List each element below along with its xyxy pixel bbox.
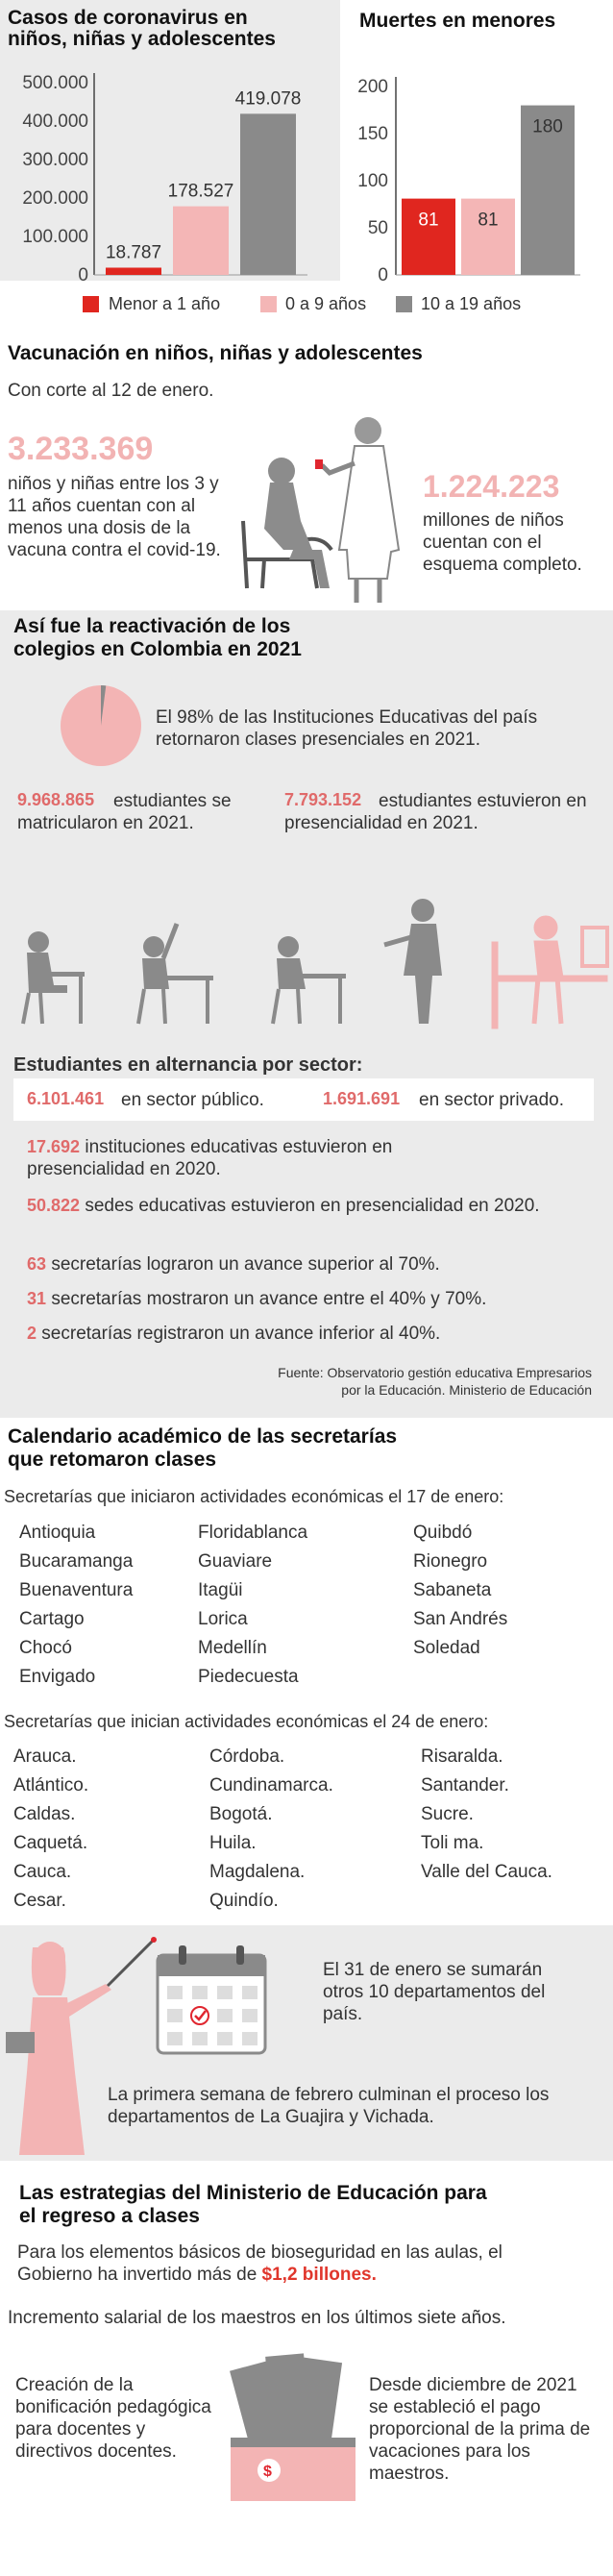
group1-item: Rionegro	[413, 1551, 488, 1572]
group1-col-2	[198, 1519, 307, 1692]
vaccination-stat2-text: millones de niños cuentan con el esquema completo.	[423, 510, 582, 575]
calendar-title: Calendario académico de las secretarías que retomaron clases	[8, 1425, 398, 1471]
fact-3-number: 63	[27, 1254, 47, 1274]
legend-label-2: 0 a 9 años	[285, 294, 367, 313]
fact-5	[27, 1323, 603, 1345]
group2-item: Risaralda.	[421, 1746, 503, 1767]
calendar-icon	[154, 1942, 269, 2057]
bar-value-label: 18.787	[105, 242, 162, 263]
fact-4	[27, 1288, 603, 1310]
group2-item: Caquetá.	[13, 1833, 88, 1853]
enrolled-number: 9.968.865	[17, 790, 95, 809]
group2-item: Valle del Cauca.	[421, 1862, 552, 1882]
fact-3-text: secretarías lograron un avance superior al 70%.	[51, 1254, 440, 1275]
public-text: en sector público.	[121, 1090, 264, 1110]
bar-value-label: 81	[418, 210, 439, 231]
group1-item: San Andrés	[413, 1609, 508, 1629]
pie-text: El 98% de las Instituciones Educativas del país retornaron clases presenciales en 2021.	[156, 707, 538, 750]
fact-5-text: secretarías registraron un avance inferior al 40%.	[41, 1324, 441, 1344]
fact-1	[27, 1136, 469, 1180]
vaccination-stat2-number: 1.224.223	[423, 469, 560, 504]
fact-5-number: 2	[27, 1324, 37, 1343]
money-illustration	[221, 2345, 365, 2509]
group2-item: Caldas.	[13, 1804, 76, 1824]
strategies-title: Las estrategias del Ministerio de Educación para el regreso a clases	[19, 2182, 487, 2227]
enrolled-text: estudiantes se matricularon en 2021.	[17, 791, 232, 833]
group2-item: Cauca.	[13, 1862, 72, 1882]
group1-item: Envigado	[19, 1667, 96, 1687]
deaths-chart	[346, 58, 613, 288]
group2-col-2	[209, 1743, 333, 1916]
private-number: 1.691.691	[323, 1089, 401, 1108]
cases-chart	[0, 58, 340, 288]
group2-item: Sucre.	[421, 1804, 474, 1824]
bar	[106, 267, 161, 275]
group2-col-3	[421, 1743, 552, 1887]
y-tick-label: 0	[78, 265, 88, 285]
legend-swatch-red	[83, 296, 99, 312]
fact-4-text: secretarías mostraron un avance entre el 40% y 70%.	[51, 1289, 487, 1309]
fact-2-number: 50.822	[27, 1196, 81, 1215]
strategies-p1-text: Para los elementos básicos de bioseguridad en las aulas, el Gobierno ha invertido más de	[17, 2242, 503, 2285]
strategies-p1	[17, 2242, 536, 2286]
bar-value-label: 178.527	[167, 181, 234, 202]
group1-item: Chocó	[19, 1638, 72, 1658]
group2-item: Toli ma.	[421, 1833, 484, 1853]
bar	[173, 207, 229, 275]
group2-item: Cesar.	[13, 1891, 66, 1911]
strategies-right: Desde diciembre de 2021 se estableció el pago proporcional de la prima de vacaciones para los maestros.	[369, 2375, 591, 2484]
group1-item: Guaviare	[198, 1551, 273, 1572]
y-tick-label: 200.000	[22, 188, 88, 209]
group1-item: Bucaramanga	[19, 1551, 134, 1572]
calendar-note-1: El 31 de enero se sumarán otros 10 departamentos del país.	[323, 1960, 546, 2024]
group1-col-3	[413, 1519, 507, 1663]
strategies-left: Creación de la bonificación pedagógica para docentes y directivos docentes.	[15, 2375, 211, 2462]
y-tick-label: 100	[357, 171, 388, 191]
vaccination-title: Vacunación en niños, niñas y adolescentes	[8, 342, 423, 364]
bar-value-label: 419.078	[234, 88, 302, 110]
cases-chart-title: Casos de coronavirus en niños, niñas y adolescentes	[8, 7, 276, 50]
source-line-1: Fuente: Observatorio gestión educativa Empresarios	[278, 1365, 592, 1380]
classroom-illustration	[0, 889, 613, 1033]
group1-col-1	[19, 1519, 133, 1692]
public-number: 6.101.461	[27, 1089, 105, 1108]
alternancia-title: Estudiantes en alternancia por sector:	[13, 1054, 363, 1076]
y-tick-label: 50	[367, 218, 388, 238]
group2-item: Magdalena.	[209, 1862, 306, 1882]
source-line-2: por la Educación. Ministerio de Educación	[341, 1382, 592, 1398]
y-tick-label: 0	[378, 265, 388, 285]
group1-item: Cartago	[19, 1609, 85, 1629]
fact-4-number: 31	[27, 1289, 47, 1308]
group1-item: Antioquia	[19, 1523, 96, 1543]
group2-item: Quindío.	[209, 1891, 279, 1911]
fact-1-number: 17.692	[27, 1137, 81, 1156]
vaccination-stat1-text: niños y niñas entre los 3 y 11 años cuentan con al menos una dosis de la vacuna contra el covid-19.	[8, 474, 221, 560]
fact-2	[27, 1195, 546, 1217]
group1-title: Secretarías que iniciaron actividades económicas el 17 de enero:	[4, 1487, 504, 1506]
legend-swatch-gray	[396, 296, 412, 312]
group1-item: Buenaventura	[19, 1580, 134, 1600]
group2-item: Arauca.	[13, 1746, 77, 1767]
y-tick-label: 100.000	[22, 227, 88, 247]
group2-item: Córdoba.	[209, 1746, 285, 1767]
group2-col-1	[13, 1743, 88, 1916]
group1-item: Itagüi	[198, 1580, 243, 1600]
private-text: en sector privado.	[419, 1090, 565, 1110]
group2-item: Bogotá.	[209, 1804, 273, 1824]
group2-title: Secretarías que inician actividades económicas el 24 de enero:	[4, 1712, 489, 1731]
fact-2-text: sedes educativas estuvieron en presencialidad en 2020.	[85, 1196, 540, 1216]
svg-text:$: $	[263, 2464, 272, 2480]
legend-label-3: 10 a 19 años	[421, 294, 522, 313]
group1-item: Soledad	[413, 1638, 480, 1658]
y-tick-label: 300.000	[22, 150, 88, 170]
y-tick-label: 400.000	[22, 111, 88, 132]
strategies-p1-amount: $1,2 billones.	[261, 2265, 377, 2285]
y-tick-label: 500.000	[22, 73, 88, 93]
legend-label-1: Menor a 1 año	[109, 294, 221, 313]
group2-item: Santander.	[421, 1775, 509, 1796]
group1-item: Medellín	[198, 1638, 267, 1658]
group1-item: Lorica	[198, 1609, 248, 1629]
fact-3	[27, 1253, 603, 1276]
legend-swatch-pink	[260, 296, 277, 312]
group2-item: Cundinamarca.	[209, 1775, 333, 1796]
strategies-p2: Incremento salarial de los maestros en los últimos siete años.	[8, 2308, 506, 2328]
group1-item: Floridablanca	[198, 1523, 308, 1543]
inperson-number: 7.793.152	[284, 790, 362, 809]
group1-item: Sabaneta	[413, 1580, 492, 1600]
vaccination-subtitle: Con corte al 12 de enero.	[8, 381, 214, 401]
student-teacher-illustration	[226, 406, 418, 607]
vaccination-stat1-number: 3.233.369	[8, 431, 154, 467]
bar	[240, 113, 296, 275]
inperson-text: estudiantes estuvieron en presencialidad en 2021.	[284, 791, 587, 833]
y-tick-label: 150	[357, 124, 388, 144]
calendar-note-2: La primera semana de febrero culminan el proceso los departamentos de La Guajira y Vichada.	[108, 2085, 550, 2127]
deaths-chart-title: Muertes en menores	[359, 10, 556, 32]
reactivation-title: Así fue la reactivación de los colegios en Colombia en 2021	[13, 615, 302, 660]
bar-value-label: 81	[478, 210, 499, 231]
fact-1-text: instituciones educativas estuvieron en presencialidad en 2020.	[27, 1137, 393, 1179]
chart-legend	[83, 294, 563, 317]
group1-item: Quibdó	[413, 1523, 473, 1543]
bar-value-label: 180	[532, 116, 563, 137]
group1-item: Piedecuesta	[198, 1667, 299, 1687]
group2-item: Huila.	[209, 1833, 257, 1853]
y-tick-label: 200	[357, 77, 388, 97]
group2-item: Atlántico.	[13, 1775, 89, 1796]
pie-chart-98	[58, 682, 144, 769]
